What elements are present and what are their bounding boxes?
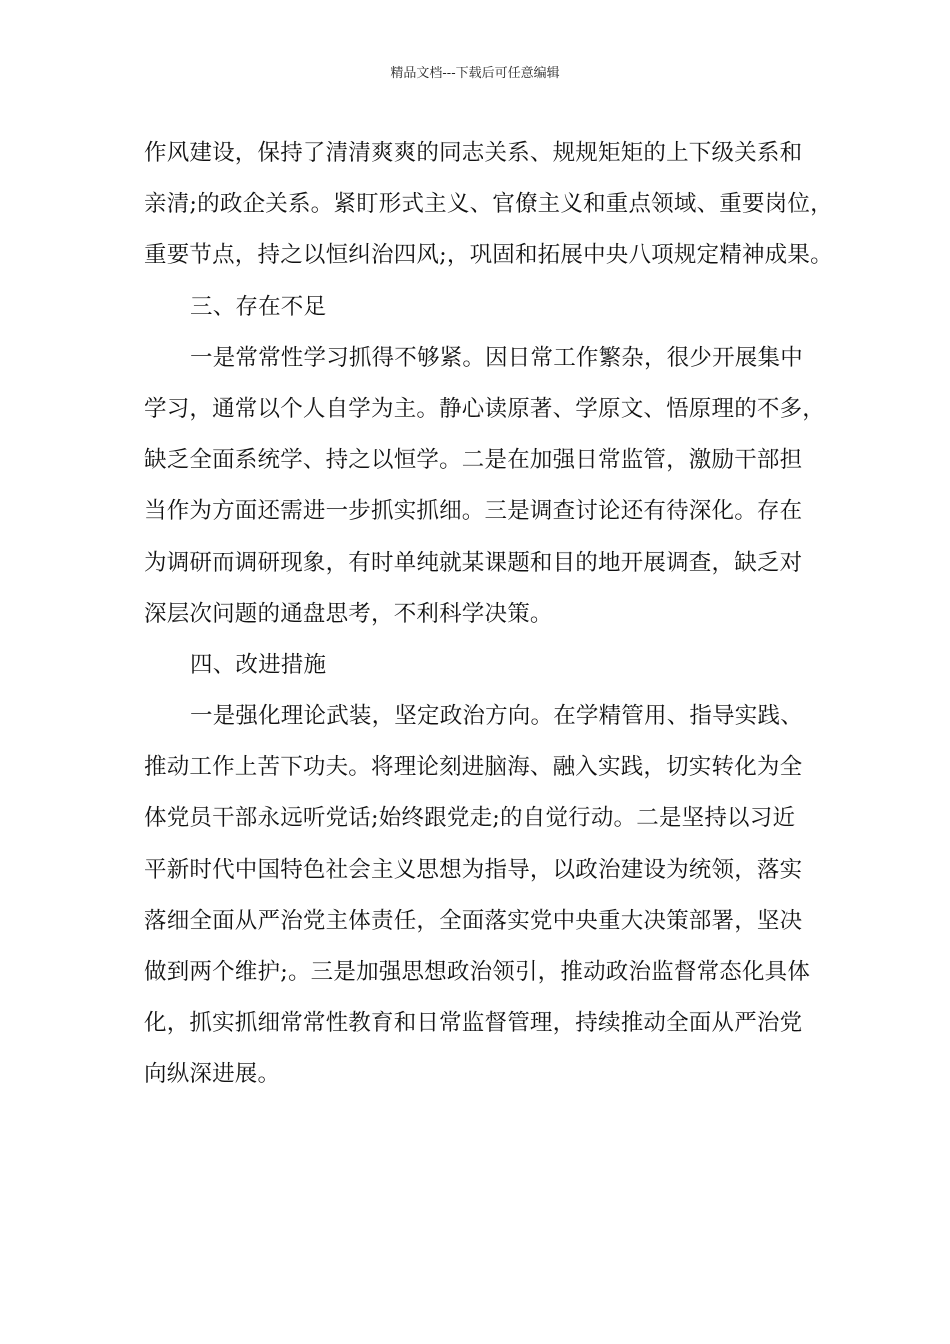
text-line: 一是常常性学习抓得不够紧。因日常工作繁杂，很少开展集中 (190, 344, 803, 371)
text-line: 为调研而调研现象，有时单纯就某课题和目的地开展调查，缺乏对 (144, 549, 803, 576)
text-line: 化，抓实抓细常常性教育和日常监督管理，持续推动全面从严治党 (144, 1010, 803, 1037)
document-body (144, 128, 833, 1101)
text-line: 学习，通常以个人自学为主。静心读原著、学原文、悟原理的不多， (144, 395, 826, 422)
text-line: 推动工作上苦下功夫。将理论刻进脑海、融入实践，切实转化为全 (144, 754, 803, 781)
text-line: 平新时代中国特色社会主义思想为指导，以政治建设为统领，落实 (144, 856, 803, 883)
section-heading-shortcomings: 三、存在不足 (190, 293, 327, 320)
text-line: 当作为方面还需进一步抓实抓细。三是调查讨论还有待深化。存在 (144, 498, 803, 525)
text-line: 落细全面从严治党主体责任，全面落实党中央重大决策部署，坚决 (144, 907, 803, 934)
page-header: 精品文档---下载后可任意编辑 (390, 66, 560, 81)
text-line: 做到两个维护;。三是加强思想政治领引，推动政治监督常态化具体 (144, 959, 811, 985)
text-line: 一是强化理论武装，坚定政治方向。在学精管用、指导实践、 (190, 703, 803, 730)
text-line: 体党员干部永远听党话;始终跟党走;的自觉行动。二是坚持以习近 (144, 805, 796, 832)
section-heading-improvements: 四、改进措施 (190, 651, 327, 678)
text-line: 重要节点，持之以恒纠治四风;，巩固和拓展中央八项规定精神成果。 (144, 242, 833, 269)
text-line: 作风建设，保持了清清爽爽的同志关系、规规矩矩的上下级关系和 (144, 140, 803, 166)
text-line: 深层次问题的通盘思考，不利科学决策。 (144, 600, 553, 627)
text-line: 向纵深进展。 (144, 1061, 281, 1088)
text-line: 缺乏全面系统学、持之以恒学。二是在加强日常监管，激励干部担 (144, 447, 803, 474)
text-line: 亲清;的政企关系。紧盯形式主义、官僚主义和重点领域、重要岗位， (144, 191, 833, 218)
